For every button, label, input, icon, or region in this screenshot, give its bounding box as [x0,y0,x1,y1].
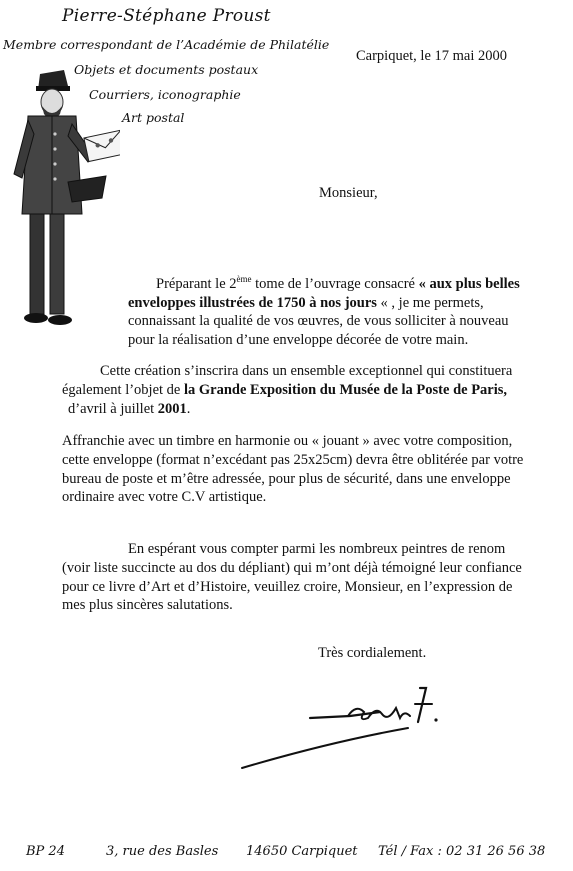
paragraph-2-line-1: Cette création s’inscrira dans un ensemble exceptionnel qui constituera [100,363,513,379]
paragraph-3-line-1: Affranchie avec un timbre en harmonie ou « jouant » avec votre composition, [62,433,513,449]
paragraph-4-line-3: pour ce livre d’Art et d’Histoire, veuillez croire, Monsieur, en l’expression de [62,578,513,595]
handwritten-signature [240,682,465,772]
letterhead-line-membership: Membre correspondant de l’Académie de Philatélie [3,37,330,52]
paragraph-1-line-1: Préparant le 2ème tome de l’ouvrage consacré « aux plus belles [156,274,520,292]
paragraph-1-line-3: connaissant la qualité de vos œuvres, de vous solliciter à nouveau [128,313,509,330]
paragraph-4-line-4: mes plus sincères salutations. [62,597,233,614]
closing: Très cordialement. [318,645,427,661]
paragraph-3-line-2: cette enveloppe (format n’excédant pas 25x25cm) devra être oblitérée par votre [62,451,524,468]
paragraph-2-line-2: également l’objet de la Grande Exposition du Musée de la Poste de Paris, [62,381,508,398]
letterhead-name: Pierre-Stéphane Proust [62,6,271,26]
footer-phone: Tél / Fax : 02 31 26 56 38 [378,844,546,859]
postman-illustration [2,64,120,334]
letterhead-line-objects: Objets et documents postaux [74,62,259,77]
paragraph-4-line-2: (voir liste succincte au dos du dépliant) qui m’ont déjà témoigné leur confiance [62,559,522,576]
salutation: Monsieur, [319,185,378,201]
paragraph-2 [62,362,552,418]
paragraph-4 [62,540,542,615]
letter-date: Carpiquet, le 17 mai 2000 [356,48,508,64]
paragraph-4-line-1: En espérant vous compter parmi les nombreux peintres de renom [128,541,506,557]
paragraph-3-line-4: ordinaire avec votre C.V artistique. [62,489,267,506]
paragraph-2-line-3: d’avril à juillet 2001. [68,400,191,417]
paragraph-1-line-2: enveloppes illustrées de 1750 à nos jours « , je me permets, [128,294,484,311]
paragraph-1 [128,270,568,350]
paragraph-1-line-4: pour la réalisation d’une enveloppe décorée de votre main. [128,332,469,349]
footer-city: 14650 Carpiquet [246,844,358,859]
footer-street: 3, rue des Basles [106,844,219,859]
letterhead-line-art: Art postal [122,110,185,125]
footer-po-box: BP 24 [26,844,65,859]
letterhead-line-mail: Courriers, iconographie [89,87,241,102]
paragraph-3 [62,432,537,507]
ordinal-suffix: ème [236,274,252,284]
paragraph-3-line-3: bureau de poste et m’être adressée, pour plus de sécurité, dans une enveloppe [62,470,511,487]
